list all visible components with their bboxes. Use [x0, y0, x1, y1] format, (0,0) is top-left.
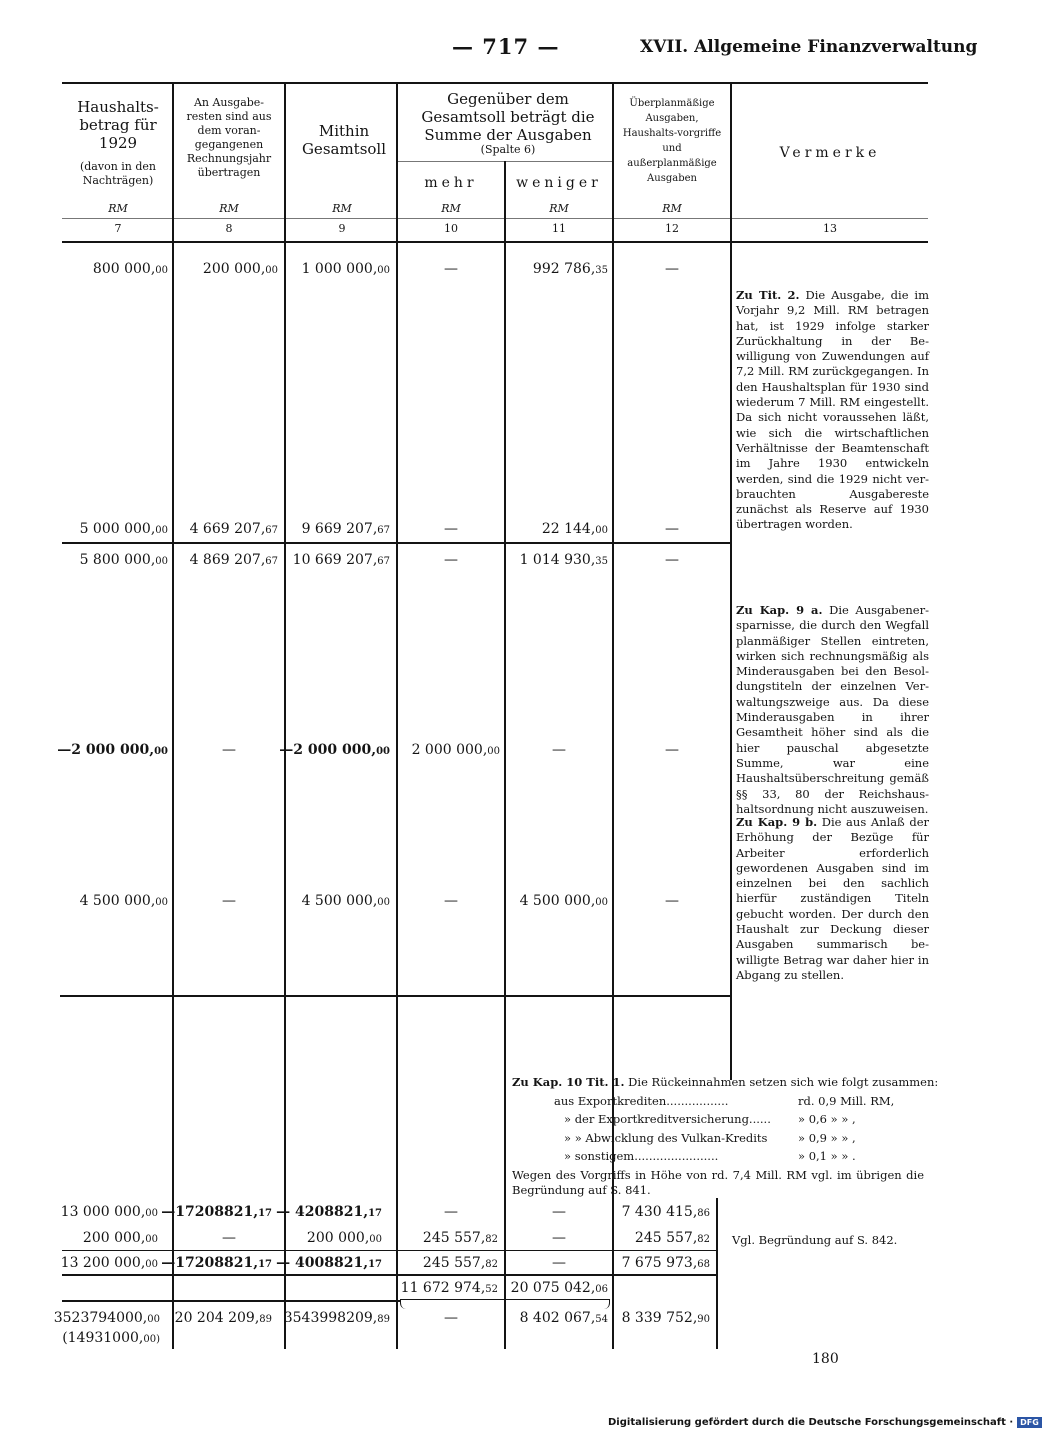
col13-number: 13 — [823, 222, 837, 235]
col8-title: An Ausgabe-resten sind aus dem voran-gegangenen Rechnungsjahr übertragen — [186, 96, 272, 179]
row8-col8: —17208821,17 — [161, 1255, 272, 1271]
row1-col11: 992 786,35 — [532, 261, 608, 277]
row5-col10: — — [444, 893, 458, 909]
digitization-credit — [608, 1417, 1042, 1428]
total-rule — [62, 1300, 400, 1302]
row1-col7: 800 000,00 — [92, 261, 168, 277]
row4-col9: —2 000 000,00 — [279, 742, 390, 758]
row6-col7: 13 000 000,00 — [60, 1204, 158, 1220]
row6-col9: — 4208821,17 — [276, 1204, 382, 1220]
colno-rule — [62, 218, 928, 219]
col10-title: mehr — [424, 175, 478, 191]
row8-col12: 7 675 973,68 — [621, 1255, 710, 1271]
col11-unit: RM — [549, 202, 569, 215]
row3-col7: 5 800 000,00 — [79, 552, 168, 568]
col-divider-12-13 — [730, 84, 732, 1080]
sheet-number: 180 — [812, 1351, 839, 1367]
note-tit2-text: Die Ausgabe, die im Vorjahr 9,2 Mill. RM betragen hat, ist 1929 infolge starker Zurückhaltung in der Bewilligung von Zuwendungen auf 7,2 Mill. RM zurückgegangen. In den Haushaltsplan für 1930 sind wiederum 7 Mill. RM eingestellt. Da sich nicht voraussehen läßt, wie sich die wirtschaftlichen Verhältnisse der Beamtenschaft im Jahre 1930 entwickeln werden, sind die 1929 nicht verbrauchten Ausgabereste zunächst als Reserve auf 1930 übertragen worden. — [736, 288, 930, 532]
row7-col7: 200 000,00 — [82, 1230, 158, 1246]
total-col9: 3543998209,89 — [283, 1310, 390, 1326]
total-col8: 20 204 209,89 — [174, 1310, 272, 1326]
row1-col9: 1 000 000,00 — [301, 261, 390, 277]
row2-col11: 22 144,00 — [541, 521, 608, 537]
row5-col9: 4 500 000,00 — [301, 893, 390, 909]
col10-unit: RM — [441, 202, 461, 215]
table-top-rule — [62, 82, 928, 84]
row4-col10: 2 000 000,00 — [411, 742, 500, 758]
col-divider-10-11 — [504, 161, 506, 1349]
row2-col7: 5 000 000,00 — [79, 521, 168, 537]
col11-number: 11 — [552, 222, 566, 235]
col10-number: 10 — [444, 222, 458, 235]
col9-unit: RM — [332, 202, 352, 215]
page-header-title: XVII. Allgemeine Finanzverwaltung — [640, 37, 978, 57]
dfg-logo: DFG — [1017, 1417, 1042, 1428]
col7-subtitle: (davon in den Nachträgen) — [79, 160, 157, 187]
page-header-number: — 717 — — [452, 34, 560, 59]
note-kap10-line2: » der Exportkreditversicherung...... — [564, 1112, 771, 1126]
row8-col11: — — [552, 1255, 566, 1271]
row4-col11: — — [552, 742, 566, 758]
col7-number: 7 — [114, 222, 122, 235]
row9-col11: 20 075 042,06 — [510, 1280, 608, 1296]
row4-col8: — — [222, 742, 236, 758]
col8-number: 8 — [225, 222, 233, 235]
row1-col10: — — [444, 261, 458, 277]
col9-title: Mithin Gesamtsoll — [301, 122, 387, 158]
row7-sum-rule — [62, 1250, 716, 1251]
difference-brace — [400, 1299, 610, 1309]
row8-col9: — 4008821,17 — [276, 1255, 382, 1271]
row6-col11: — — [552, 1204, 566, 1220]
col12-unit: RM — [662, 202, 682, 215]
note-tit2 — [736, 288, 929, 533]
col-divider-9-10 — [396, 84, 398, 1349]
note-kap10-intro: Die Rückeinnahmen setzen sich wie folgt zusammen: — [628, 1075, 939, 1089]
row9-col10: 11 672 974,52 — [400, 1280, 498, 1296]
note-kap9b-label: Zu Kap. 9 b. — [736, 815, 818, 829]
row3-col12: — — [665, 552, 679, 568]
col12-number: 12 — [665, 222, 679, 235]
row1-col8: 200 000,00 — [202, 261, 278, 277]
total-col11: 8 402 067,54 — [519, 1310, 608, 1326]
row5-col8: — — [222, 893, 236, 909]
header-bottom-rule — [62, 241, 928, 243]
row4-col12: — — [665, 742, 679, 758]
note-kap10-outro: Wegen des Vorgriffs in Höhe von rd. 7,4 Mill. RM vgl. im übrigen die Begründung auf S. 841. — [512, 1167, 924, 1197]
row7-col8: — — [222, 1230, 236, 1246]
col-divider-7-8 — [172, 84, 174, 1349]
note-kap10-line1-value: rd. 0,9 Mill. RM, — [798, 1093, 895, 1108]
row2-col12: — — [665, 521, 679, 537]
note-tit2-label: Zu Tit. 2. — [736, 288, 800, 302]
row2-sum-rule — [62, 542, 730, 544]
col9-number: 9 — [338, 222, 346, 235]
row6-col10: — — [444, 1204, 458, 1220]
row7-col9: 200 000,00 — [306, 1230, 382, 1246]
row2-col9: 9 669 207,67 — [301, 521, 390, 537]
col-divider-12-13-lower — [716, 1198, 718, 1349]
row5-col11: 4 500 000,00 — [519, 893, 608, 909]
row7-col12: 245 557,82 — [634, 1230, 710, 1246]
row4-col7: —2 000 000,00 — [57, 742, 168, 758]
note-s842: Vgl. Begründung auf S. 842. — [732, 1233, 898, 1247]
row3-col10: — — [444, 552, 458, 568]
note-kap10 — [512, 1073, 939, 1198]
row8-col7: 13 200 000,00 — [60, 1255, 158, 1271]
col12-title: Überplanmäßige Ausgaben, Haushalts-vorgriffe und außerplanmäßige Ausgaben — [622, 98, 722, 184]
row7-col10: 245 557,82 — [422, 1230, 498, 1246]
note-kap10-line3: » » Abwicklung des Vulkan-Kredits — [564, 1130, 768, 1145]
col-divider-8-9 — [284, 84, 286, 1349]
note-kap9a-label: Zu Kap. 9 a. — [736, 603, 823, 617]
col11-title: weniger — [516, 175, 602, 191]
row6-col8: —17208821,17 — [161, 1204, 272, 1220]
total-col7-nachtraege: (14931000,00) — [62, 1330, 160, 1346]
note-kap10-line3-value: » 0,9 » » , — [798, 1130, 856, 1145]
col13-title: Vermerke — [779, 145, 881, 161]
credit-text: Digitalisierung gefördert durch die Deutsche Forschungsgemeinschaft · — [608, 1417, 1014, 1428]
row3-col11: 1 014 930,35 — [519, 552, 608, 568]
row2-col10: — — [444, 521, 458, 537]
row5-col7: 4 500 000,00 — [79, 893, 168, 909]
total-col7: 3523794000,00 — [53, 1310, 160, 1326]
col7-title: Haushalts-betrag für 1929 — [77, 98, 159, 152]
total-col10: — — [444, 1310, 458, 1326]
group-subtitle: (Spalte 6) — [480, 143, 536, 156]
note-kap10-line4-value: » 0,1 » » . — [798, 1149, 856, 1163]
note-kap10-line4: » sonstigem....................... — [564, 1149, 719, 1163]
row8-col10: 245 557,82 — [422, 1255, 498, 1271]
row1-col12: — — [665, 261, 679, 277]
note-kap9a-text: Die Ausgabenersparnisse, die durch den Wegfall planmäßiger Stellen eintreten, wirken sich rechnungsmäßig als Minderausgaben bei den Besoldungstiteln der einzelnen Verwaltungszweige aus. Da diese Minderausgaben in ihrer Gesamtheit höher sind als die hier pauschal abgesetzte Summe, war eine Haushaltsüberschreitung gemäß §§ 33, 80 der Reichshaushaltsordnung nicht auszuweisen. — [736, 603, 929, 816]
note-kap9b — [736, 815, 929, 983]
section-rule — [60, 995, 730, 997]
col8-unit: RM — [219, 202, 239, 215]
row6-col12: 7 430 415,86 — [621, 1204, 710, 1220]
note-kap9a — [736, 603, 929, 817]
row8-sum-rule — [62, 1274, 716, 1276]
col7-unit: RM — [108, 202, 128, 215]
row5-col12: — — [665, 893, 679, 909]
row7-col11: — — [552, 1230, 566, 1246]
total-col12: 8 339 752,90 — [621, 1310, 710, 1326]
note-kap10-line2-value: » 0,6 » » , — [798, 1112, 856, 1126]
row3-col8: 4 869 207,67 — [189, 552, 278, 568]
group-title: Gegenüber dem Gesamtsoll beträgt die Summe der Ausgaben — [421, 90, 595, 144]
row3-col9: 10 669 207,67 — [292, 552, 390, 568]
note-kap9b-text: Die aus Anlaß der Erhöhung der Bezüge für Arbeiter erforderlich gewordenen Ausgaben sind im einzelnen bei den sachlich hierfür zuständigen Titeln gebucht worden. Der durch den Haushalt zur Deckung dieser Ausgaben summarisch bewilligte Betrag war daher hier in Abgang zu stellen. — [736, 815, 930, 982]
note-kap10-line1: aus Exportkrediten................. — [554, 1093, 729, 1108]
note-kap10-label: Zu Kap. 10 Tit. 1. — [512, 1075, 625, 1089]
row2-col8: 4 669 207,67 — [189, 521, 278, 537]
